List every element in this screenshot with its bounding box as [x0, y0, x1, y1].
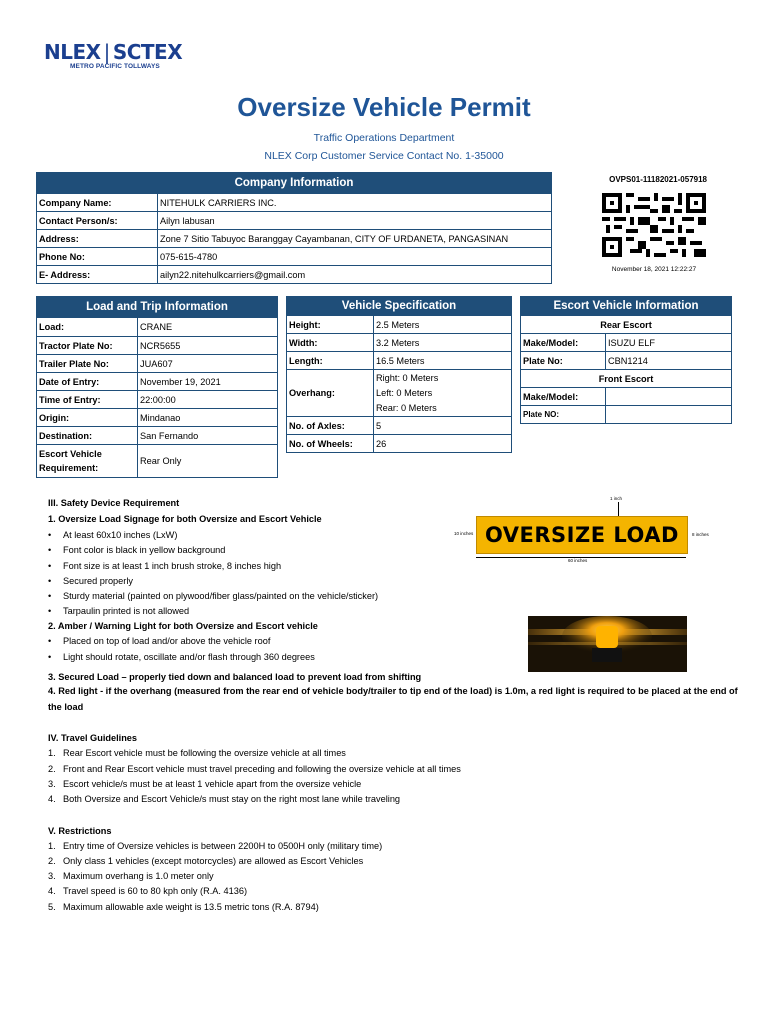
- width-label: Width:: [287, 334, 374, 352]
- list-item: 4. Both Oversize and Escort Vehicle/s must stay on the right most lane while traveling: [48, 794, 401, 804]
- list-item: • Light should rotate, oscillate and/or flash through 360 degrees: [48, 652, 315, 662]
- front-plate-label: Plate NO:: [521, 406, 606, 424]
- front-plate-value: [606, 406, 732, 424]
- escort-info-header: Escort Vehicle Information: [521, 297, 732, 316]
- list-item: • Sturdy material (painted on plywood/fiber glass/painted on the vehicle/sticker): [48, 591, 379, 601]
- vehicle-spec-header: Vehicle Specification: [287, 297, 512, 316]
- length-label: Length:: [287, 352, 374, 370]
- phone-label: Phone No:: [37, 248, 158, 266]
- qr-timestamp: November 18, 2021 12:22:27: [611, 266, 697, 273]
- sign-dim-top: 1 inch: [610, 496, 623, 501]
- list-item: • At least 60x10 inches (LxW): [48, 530, 178, 540]
- rear-escort-title: Rear Escort: [521, 316, 732, 334]
- sign-dim-bottom: 60 inches: [568, 558, 588, 563]
- overhang-label: Overhang:: [287, 370, 374, 417]
- permit-number: OVPS01-11182021-057918: [609, 175, 707, 184]
- overhang-right: Right: 0 Meters: [376, 372, 439, 383]
- sign-dim-right: 8 inches: [692, 532, 709, 537]
- escort-info-table: [520, 296, 732, 424]
- overhang-value: [374, 370, 512, 417]
- restrictions-heading: V. Restrictions: [48, 826, 112, 836]
- address-label: Address:: [37, 230, 158, 248]
- safety-item-3: 3. Secured Load – properly tied down and balanced load to prevent load from shifting: [48, 672, 422, 682]
- entry-time-value: 22:00:00: [138, 391, 278, 409]
- address-value: Zone 7 Sitio Tabuyoc Baranggay Cayambanan, CITY OF URDANETA, PANGASINAN: [158, 230, 552, 248]
- origin-label: Origin:: [37, 409, 138, 427]
- destination-value: San Fernando: [138, 427, 278, 445]
- list-item: • Secured properly: [48, 576, 133, 586]
- list-item: • Font color is black in yellow background: [48, 545, 226, 555]
- origin-value: Mindanao: [138, 409, 278, 427]
- wheels-value: 26: [374, 435, 512, 453]
- trailer-plate-label: Trailer Plate No:: [37, 355, 138, 373]
- entry-time-label: Time of Entry:: [37, 391, 138, 409]
- company-info-table: [36, 172, 552, 284]
- height-value: 2.5 Meters: [374, 316, 512, 334]
- amber-warning-light-image: [528, 616, 687, 672]
- sign-dim-left: 10 inches: [454, 531, 474, 536]
- list-item: 2. Only class 1 vehicles (except motorcycles) are allowed as Escort Vehicles: [48, 856, 364, 866]
- list-item: 4. Travel speed is 60 to 80 kph only (R.A. 4136): [48, 886, 248, 896]
- rear-make-value: ISUZU ELF: [606, 334, 732, 352]
- axles-label: No. of Axles:: [287, 417, 374, 435]
- front-escort-title: Front Escort: [521, 370, 732, 388]
- tractor-plate-value: NCR5655: [138, 337, 278, 355]
- list-item: • Placed on top of load and/or above the vehicle roof: [48, 636, 271, 646]
- overhang-left: Left: 0 Meters: [376, 387, 433, 398]
- phone-value: 075-615-4780: [158, 248, 552, 266]
- load-value: CRANE: [138, 318, 278, 337]
- height-label: Height:: [287, 316, 374, 334]
- list-item: 5. Maximum allowable axle weight is 13.5 metric tons (R.A. 8794): [48, 902, 319, 912]
- tractor-plate-label: Tractor Plate No:: [37, 337, 138, 355]
- length-value: 16.5 Meters: [374, 352, 512, 370]
- safety-item-2: 2. Amber / Warning Light for both Oversize and Escort vehicle: [48, 621, 318, 631]
- wheels-label: No. of Wheels:: [287, 435, 374, 453]
- list-item: • Tarpaulin printed is not allowed: [48, 606, 190, 616]
- load-label: Load:: [37, 318, 138, 337]
- contact-person-label: Contact Person/s:: [37, 212, 158, 230]
- nlex-sctex-logo: NLEX | SCTEX METRO PACIFIC TOLLWAYS: [44, 40, 183, 70]
- entry-date-value: November 19, 2021: [138, 373, 278, 391]
- list-item: 3. Escort vehicle/s must be at least 1 vehicle apart from the oversize vehicle: [48, 779, 362, 789]
- company-name-label: Company Name:: [37, 194, 158, 212]
- contact-person-value: Ailyn labusan: [158, 212, 552, 230]
- department: Traffic Operations Department: [313, 132, 455, 144]
- front-make-label: Make/Model:: [521, 388, 606, 406]
- trailer-plate-value: JUA607: [138, 355, 278, 373]
- list-item: 3. Maximum overhang is 1.0 meter only: [48, 871, 214, 881]
- rear-plate-label: Plate No:: [521, 352, 606, 370]
- axles-value: 5: [374, 417, 512, 435]
- entry-date-label: Date of Entry:: [37, 373, 138, 391]
- email-value: ailyn22.nitehulkcarriers@gmail.com: [158, 266, 552, 284]
- page-title: Oversize Vehicle Permit: [237, 92, 531, 122]
- logo-tagline: METRO PACIFIC TOLLWAYS: [70, 63, 160, 70]
- overhang-rear: Rear: 0 Meters: [376, 402, 437, 413]
- oversize-load-sign: OVERSIZE LOAD: [476, 516, 688, 554]
- list-item: 2. Front and Rear Escort vehicle must travel preceding and following the oversize vehicle at all times: [48, 764, 461, 774]
- load-trip-table: [36, 296, 278, 478]
- safety-item-1: 1. Oversize Load Signage for both Oversize and Escort Vehicle: [48, 514, 322, 524]
- logo-sctex: SCTEX: [112, 40, 183, 64]
- safety-item-4: 4. Red light - if the overhang (measured from the rear end of vehicle body/trailer to tip end of the load) is 1.0m, a red light is required to be placed at the end of the load: [48, 686, 738, 712]
- rear-make-label: Make/Model:: [521, 334, 606, 352]
- email-label: E- Address:: [37, 266, 158, 284]
- escort-requirement-value: Rear Only: [138, 445, 278, 478]
- width-value: 3.2 Meters: [374, 334, 512, 352]
- safety-heading: III. Safety Device Requirement: [48, 498, 180, 508]
- qr-code: [602, 192, 706, 258]
- logo-nlex: NLEX: [44, 40, 101, 64]
- rear-plate-value: CBN1214: [606, 352, 732, 370]
- list-item: 1. Entry time of Oversize vehicles is between 2200H to 0500H only (military time): [48, 841, 383, 851]
- load-trip-header: Load and Trip Information: [37, 297, 278, 318]
- escort-requirement-label: Escort Vehicle Requirement:: [37, 445, 138, 478]
- list-item: • Font size is at least 1 inch brush stroke, 8 inches high: [48, 561, 282, 571]
- company-info-header: Company Information: [37, 173, 552, 194]
- front-make-value: [606, 388, 732, 406]
- contact-line: NLEX Corp Customer Service Contact No. 1-35000: [264, 150, 504, 162]
- company-name-value: NITEHULK CARRIERS INC.: [158, 194, 552, 212]
- vehicle-spec-table: [286, 296, 512, 453]
- destination-label: Destination:: [37, 427, 138, 445]
- travel-heading: IV. Travel Guidelines: [48, 733, 138, 743]
- list-item: 1. Rear Escort vehicle must be following the oversize vehicle at all times: [48, 748, 346, 758]
